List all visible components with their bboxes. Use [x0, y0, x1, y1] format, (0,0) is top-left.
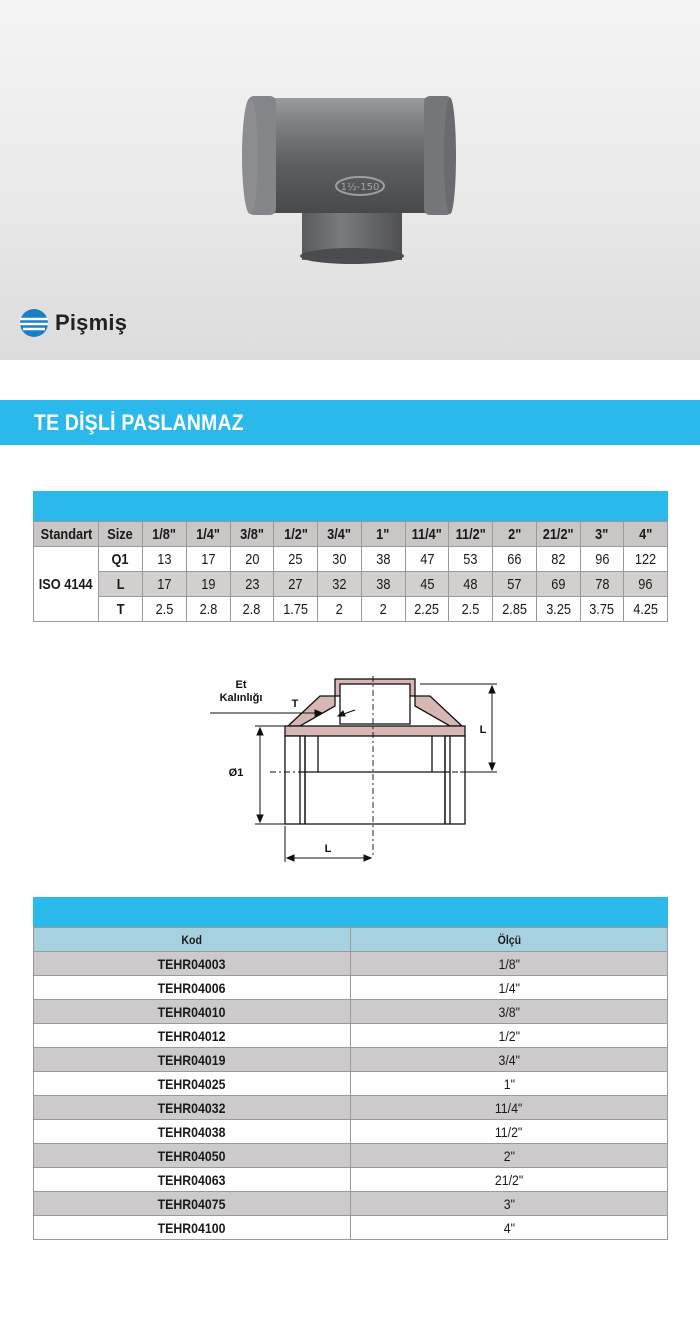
spec-header-cell: 1" [361, 522, 405, 547]
kod-cell: TEHR04006 [34, 976, 351, 1000]
kod-cell: TEHR04063 [34, 1168, 351, 1192]
t-label: T [291, 698, 299, 710]
spec-value-cell: 30 [318, 547, 362, 572]
technical-drawing [200, 676, 500, 866]
spec-row [34, 597, 668, 622]
spec-value-cell: 2.8 [186, 597, 230, 622]
spec-value-cell: 20 [230, 547, 274, 572]
olcu-cell: 1/8" [351, 952, 668, 976]
table-row [34, 1000, 668, 1024]
table-row [34, 1192, 668, 1216]
spec-value-cell: 45 [405, 572, 449, 597]
kalinligi-label: Kalınlığı [219, 692, 263, 704]
spec-row-label: T [99, 597, 143, 622]
spec-value-cell: 2.25 [405, 597, 449, 622]
spec-header-cell: Standart [34, 522, 99, 547]
table-row [34, 1168, 668, 1192]
l-label-right: L [479, 724, 487, 736]
spec-value-cell: 2 [361, 597, 405, 622]
spec-table [33, 491, 668, 622]
spec-value-cell: 32 [318, 572, 362, 597]
spec-value-cell: 27 [274, 572, 318, 597]
spec-row [34, 547, 668, 572]
spec-header-cell: Size [99, 522, 143, 547]
spec-table-header-bar [33, 491, 668, 521]
spec-table-grid [33, 521, 668, 622]
spec-header-cell: 11/4" [405, 522, 449, 547]
spec-value-cell: 2 [318, 597, 362, 622]
kod-cell: TEHR04100 [34, 1216, 351, 1240]
spec-value-cell: 122 [624, 547, 668, 572]
spec-value-cell: 13 [143, 547, 187, 572]
spec-value-cell: 2.5 [143, 597, 187, 622]
spec-value-cell: 96 [624, 572, 668, 597]
brand-logo-icon [19, 308, 49, 338]
spec-header-cell: 3" [580, 522, 624, 547]
spec-value-cell: 17 [186, 547, 230, 572]
spec-value-cell: 69 [536, 572, 580, 597]
kod-column-header: Kod [34, 928, 351, 952]
spec-value-cell: 48 [449, 572, 493, 597]
spec-header-cell: 21/2" [536, 522, 580, 547]
spec-row-label: L [99, 572, 143, 597]
spec-value-cell: 53 [449, 547, 493, 572]
table-row [34, 976, 668, 1000]
spec-value-cell: 25 [274, 547, 318, 572]
olcu-cell: 11/2" [351, 1120, 668, 1144]
spec-value-cell: 4.25 [624, 597, 668, 622]
olcu-cell: 1/2" [351, 1024, 668, 1048]
title-bar [0, 400, 700, 445]
spec-value-cell: 3.75 [580, 597, 624, 622]
product-hero [0, 0, 700, 360]
spec-value-cell: 17 [143, 572, 187, 597]
table-row [34, 1120, 668, 1144]
kod-cell: TEHR04012 [34, 1024, 351, 1048]
tee-fitting-image [240, 90, 460, 265]
spec-value-cell: 2.85 [493, 597, 537, 622]
spec-header-cell: 11/2" [449, 522, 493, 547]
olcu-cell: 3" [351, 1192, 668, 1216]
kod-cell: TEHR04032 [34, 1096, 351, 1120]
spec-value-cell: 47 [405, 547, 449, 572]
spec-value-cell: 1.75 [274, 597, 318, 622]
kod-cell: TEHR04025 [34, 1072, 351, 1096]
olcu-cell: 1" [351, 1072, 668, 1096]
kod-cell: TEHR04003 [34, 952, 351, 976]
spec-value-cell: 57 [493, 572, 537, 597]
kod-cell: TEHR04050 [34, 1144, 351, 1168]
olcu-column-header: Ölçü [351, 928, 668, 952]
diameter-label: Ø1 [228, 767, 244, 779]
code-table [33, 897, 668, 1240]
code-table-header-bar [33, 897, 668, 927]
product-marking: 1½-150 [340, 182, 380, 193]
spec-value-cell: 38 [361, 572, 405, 597]
kod-cell: TEHR04019 [34, 1048, 351, 1072]
table-row [34, 1048, 668, 1072]
spec-value-cell: 78 [580, 572, 624, 597]
page-title: TE DİŞLİ PASLANMAZ [34, 410, 244, 435]
kod-cell: TEHR04010 [34, 1000, 351, 1024]
table-row [34, 1072, 668, 1096]
spec-row-label: Q1 [99, 547, 143, 572]
brand-name: Pişmiş [55, 310, 128, 335]
olcu-cell: 3/8" [351, 1000, 668, 1024]
kod-cell: TEHR04075 [34, 1192, 351, 1216]
spec-header-cell: 1/8" [143, 522, 187, 547]
standard-cell: ISO 4144 [34, 547, 99, 622]
et-label: Et [235, 679, 247, 691]
table-row [34, 1096, 668, 1120]
spec-value-cell: 82 [536, 547, 580, 572]
spec-value-cell: 23 [230, 572, 274, 597]
olcu-cell: 3/4" [351, 1048, 668, 1072]
code-table-grid [33, 927, 668, 1240]
spec-header-cell: 2" [493, 522, 537, 547]
spec-row [34, 572, 668, 597]
table-row [34, 1144, 668, 1168]
spec-header-cell: 3/8" [230, 522, 274, 547]
kod-cell: TEHR04038 [34, 1120, 351, 1144]
brand-logo [19, 308, 127, 338]
spec-header-cell: 1/4" [186, 522, 230, 547]
spec-value-cell: 19 [186, 572, 230, 597]
spec-value-cell: 38 [361, 547, 405, 572]
olcu-cell: 21/2" [351, 1168, 668, 1192]
spec-header-cell: 4" [624, 522, 668, 547]
spec-value-cell: 96 [580, 547, 624, 572]
spec-value-cell: 3.25 [536, 597, 580, 622]
table-row [34, 952, 668, 976]
spec-header-cell: 3/4" [318, 522, 362, 547]
olcu-cell: 11/4" [351, 1096, 668, 1120]
spec-value-cell: 2.8 [230, 597, 274, 622]
spec-value-cell: 66 [493, 547, 537, 572]
spec-header-cell: 1/2" [274, 522, 318, 547]
olcu-cell: 4" [351, 1216, 668, 1240]
olcu-cell: 2" [351, 1144, 668, 1168]
olcu-cell: 1/4" [351, 976, 668, 1000]
spec-value-cell: 2.5 [449, 597, 493, 622]
l-label-bottom: L [324, 843, 332, 855]
table-row [34, 1024, 668, 1048]
table-row [34, 1216, 668, 1240]
